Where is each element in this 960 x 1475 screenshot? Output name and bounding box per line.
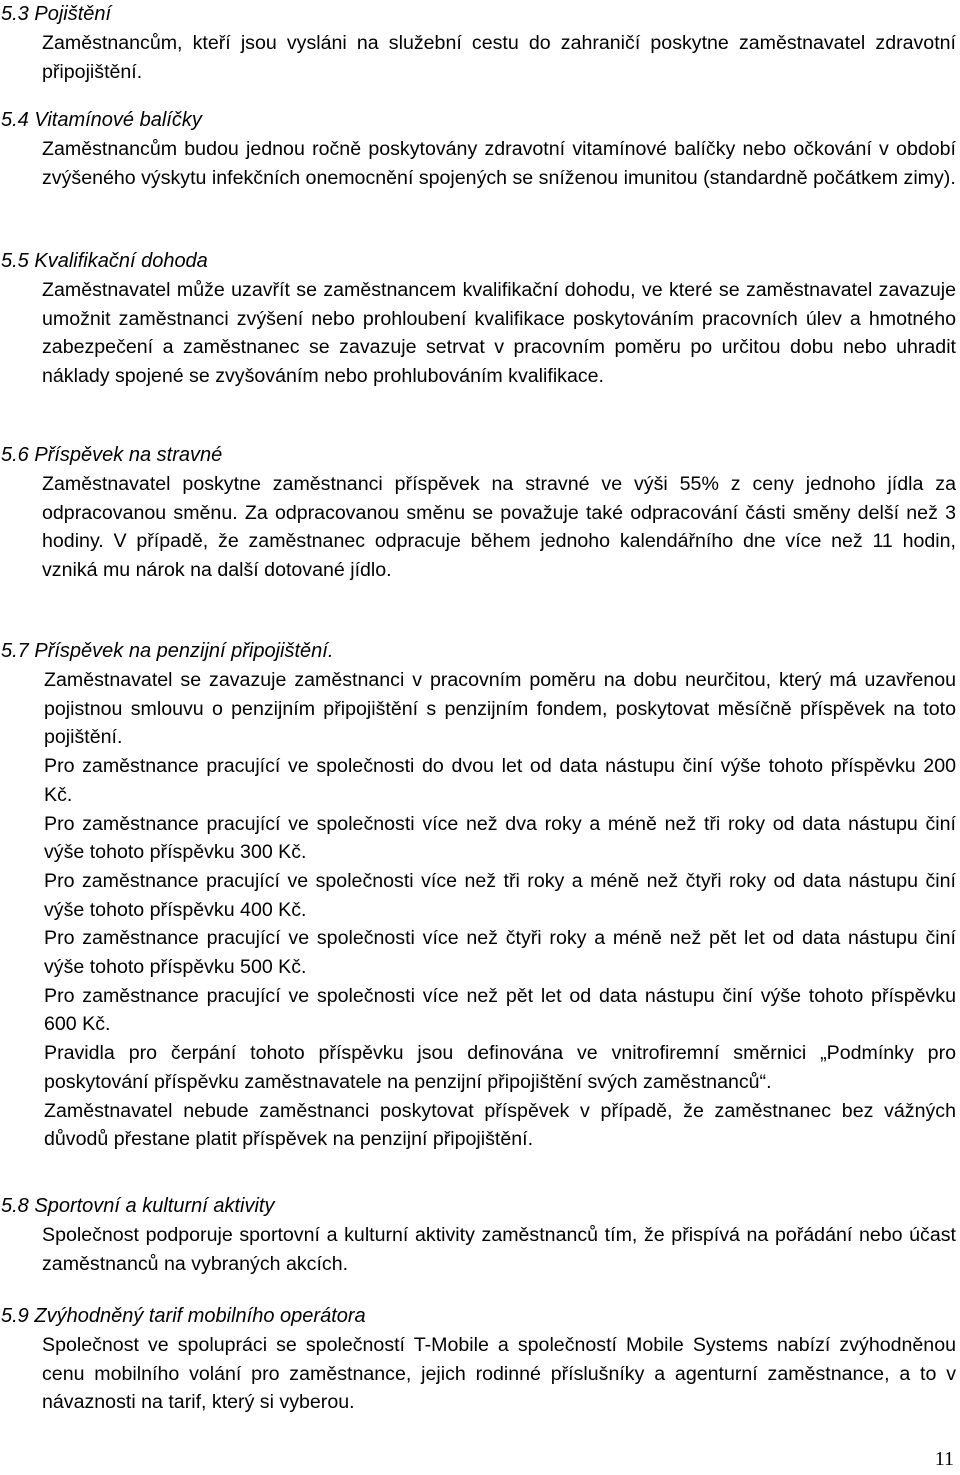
section-heading: 5.3 Pojištění <box>1 3 112 25</box>
section-paragraph: Společnost podporuje sportovní a kulturní aktivity zaměstnanců tím, že přispívá na pořádání nebo účast zaměstnanců na vybraných akcích. <box>42 1224 956 1275</box>
section-paragraph: Pro zaměstnance pracující ve společnosti více než dva roky a méně než tři roky od data nástupu činí výše tohoto příspěvku 300 Kč. <box>44 812 956 864</box>
section-heading: 5.7 Příspěvek na penzijní připojištění. <box>1 640 334 662</box>
section-heading: 5.8 Sportovní a kulturní aktivity <box>1 1195 275 1217</box>
section-heading: 5.6 Příspěvek na stravné <box>1 444 223 466</box>
section-heading: 5.9 Zvýhodněný tarif mobilního operátora <box>1 1305 366 1327</box>
page-number: 11 <box>934 1448 954 1470</box>
section-paragraph: Zaměstnavatel se zavazuje zaměstnanci v pracovním poměru na dobu neurčitou, který má uzavřenou pojistnou smlouvu o penzijním připojištění s penzijním fondem, poskytovat měsíčně příspěvek na toto pojištění. <box>44 669 956 749</box>
section-heading: 5.5 Kvalifikační dohoda <box>1 250 208 272</box>
section-paragraph: Pro zaměstnance pracující ve společnosti více než čtyři roky a méně než pět let od data nástupu činí výše tohoto příspěvku 500 Kč. <box>44 927 956 979</box>
section-paragraph: Zaměstnancům, kteří jsou vysláni na služební cestu do zahraničí poskytne zaměstnavatel zdravotní připojištění. <box>42 32 956 83</box>
section-heading: 5.4 Vitamínové balíčky <box>1 109 202 131</box>
section-5-5 <box>0 247 960 391</box>
section-5-9 <box>0 1302 960 1417</box>
section-paragraph: Zaměstnavatel nebude zaměstnanci poskytovat příspěvek v případě, že zaměstnanec bez vážných důvodů přestane platit příspěvek na penzijní připojištění. <box>44 1099 956 1151</box>
section-paragraph: Zaměstnavatel poskytne zaměstnanci příspěvek na stravné ve výši 55% z ceny jednoho jídla za odpracovanou směnu. Za odpracovanou směnu se považuje také odpracování části směny delší než 3 hodiny. V případě, že zaměstnanec odpracuje během jednoho kalendářního dne více než 11 hodin, vzniká mu nárok na další dotované jídlo. <box>42 473 956 582</box>
section-paragraph: Zaměstnavatel může uzavřít se zaměstnancem kvalifikační dohodu, ve které se zaměstnavatel zavazuje umožnit zaměstnanci zvýšení nebo prohloubení kvalifikace poskytováním pracovních úlev a hmotného zabezpečení a zaměstnanec se zavazuje setrvat v pracovním poměru po určitou dobu nebo uhradit náklady spojené se zvyšováním nebo prohlubováním kvalifikace. <box>42 279 956 388</box>
section-paragraph: Společnost ve spolupráci se společností T-Mobile a společností Mobile Systems nabízí zvýhodněnou cenu mobilního volání pro zaměstnance, jejich rodinné příslušníky a agenturní zaměstnance, a to v návaznosti na tarif, který si vyberou. <box>42 1334 956 1414</box>
section-paragraph: Pro zaměstnance pracující ve společnosti více než pět let od data nástupu činí výše tohoto příspěvku 600 Kč. <box>44 984 956 1036</box>
section-paragraph: Pro zaměstnance pracující ve společnosti do dvou let od data nástupu činí výše tohoto příspěvku 200 Kč. <box>44 755 956 806</box>
section-paragraph: Zaměstnancům budou jednou ročně poskytovány zdravotní vitamínové balíčky nebo očkování v období zvýšeného výskytu infekčních onemocnění spojených se sníženou imunitou (standardně počátkem zimy). <box>42 138 956 189</box>
section-5-6 <box>0 441 960 585</box>
section-5-4 <box>0 106 960 192</box>
section-5-3 <box>0 0 960 86</box>
section-5-7 <box>0 637 960 1154</box>
section-paragraph: Pravidla pro čerpání tohoto příspěvku jsou definována ve vnitrofiremní směrnici „Podmínky pro poskytování příspěvku zaměstnavatele na penzijní připojištění svých zaměstnanců“. <box>44 1042 956 1093</box>
section-5-8 <box>0 1192 960 1278</box>
section-paragraph: Pro zaměstnance pracující ve společnosti více než tři roky a méně než čtyři roky od data nástupu činí výše tohoto příspěvku 400 Kč. <box>44 869 956 921</box>
